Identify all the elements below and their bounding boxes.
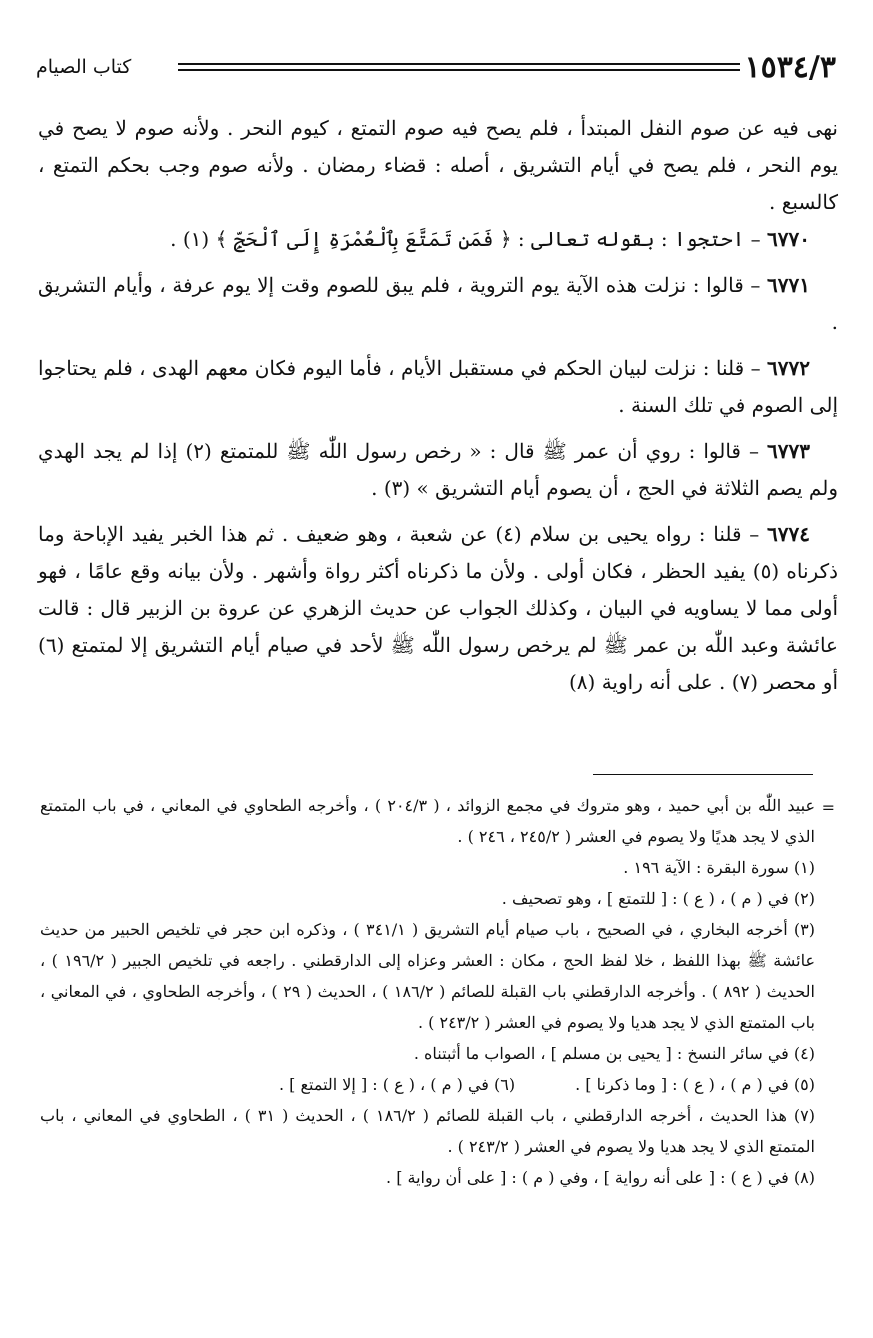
footnote-4: (٤) في سائر النسخ : [ يحيى بن مسلم ] ، الصواب ما أثبتناه . [413,1044,815,1063]
paragraph-6774 [38,516,838,701]
page-number: ١٥٣٤/٣ [744,50,836,85]
paragraph-text: – قلنا : رواه يحيى بن سلام (٤) عن شعبة ، وهو ضعيف . ثم هذا الخبر يفيد الإباحة وما ذكرناه (٥) يفيد الحظر ، فكان أولى . ولأن ما ذكرناه أكثر رواة وأشهر . ولأن بيانه وقع عامًا ، فهو أولى مما لا يساويه في البيان ، وكذلك الجواب عن حديث الزهري عن عروة بن الزبير قال : قالت عائشة وعبد اللّٰه بن عمر ﷺ لم يرخص رسول اللّٰه ﷺ لأحد في صيام أيام التشريق إلا لمتمتع (٦) أو محصر (٧) . على أنه راوية (٨) [38,522,839,694]
main-text [38,110,838,701]
header-rule [178,63,740,71]
footnote-8: (٨) في ( ع ) : [ على أنه رواية ] ، وفي ( م ) : [ على أن رواية ] . [386,1168,815,1187]
paragraph-text: – احتجوا : بقوله تعالى : ﴿ فَمَن تَمَتَّعَ بِٱلْعُمْرَةِ إِلَى ٱلْحَجِّ ﴾ (١) . [170,227,761,251]
page-header [36,48,836,92]
footnote-3: (٣) أخرجه البخاري ، في الصحيح ، باب صيام أيام التشريق ( ٣٤١/١ ) ، وذكره ابن حجر في تلخيص الحبير من حديث عائشة ﷺ بهذا اللفظ ، خلا لفظ الحج ، مكان : العشر وعزاه إلى الدارقطني . راجعه في تلخيص الجبير ( ١٩٦/٢ ) ، الحديث ( ٨٩٢ ) . وأخرجه الدارقطني باب القبلة للصائم ( ١٨٦/٢ ) ، الحديث ( ٢٩ ) ، وأخرجه الطحاوي ، في المعاني ، باب المتمتع الذي لا يجد هديا ولا يصوم في العشر ( ٢٤٣/٢ ) . [40,920,816,1032]
paragraph-number: ٦٧٧٢ [767,356,810,380]
paragraph-number: ٦٧٧٣ [767,439,810,463]
continuation-mark: = [821,798,835,817]
footnote-continuation: عبيد اللّٰه بن أبي حميد ، وهو متروك في مجمع الزوائد ، ( ٢٠٤/٣ ) ، وأخرجه الطحاوي في المعاني ، في باب المتمتع الذي لا يجد هديًا ولا يصوم في العشر ( ٢٤٥/٢ ، ٢٤٦ ) . [40,796,816,846]
paragraph-number: ٦٧٧٠ [767,227,810,251]
footnotes [40,790,815,1193]
footnote-7: (٧) هذا الحديث ، أخرجه الدارقطني ، باب القبلة للصائم ( ١٨٦/٢ ) ، الحديث ( ٣١ ) ، الطحاوي في المعاني ، باب المتمتع الذي لا يجد هديا ولا يصوم في العشر ( ٢٤٣/٢ ) . [40,1106,815,1156]
paragraph-6771 [38,267,838,341]
paragraph-6773 [38,433,838,507]
footnotes-5-6-row [40,1069,815,1100]
paragraph-text: – قالوا : نزلت هذه الآية يوم التروية ، فلم يبق للصوم وقت إلا يوم عرفة ، وأيام التشريق . [38,273,838,334]
footnote-1: (١) سورة البقرة : الآية ١٩٦ . [623,858,815,877]
paragraph-number: ٦٧٧١ [767,273,811,297]
footnote-5: (٥) في ( م ) ، ( ع ) : [ وما ذكرنا ] . [575,1075,815,1094]
paragraph-text: – قلنا : نزلت لبيان الحكم في مستقبل الأيام ، فأما اليوم فكان معهم الهدى ، فلم يحتاجوا إلى الصوم في تلك السنة . [38,356,838,417]
paragraph-6770 [38,221,838,258]
intro-paragraph: نهى فيه عن صوم النفل المبتدأ ، فلم يصح فيه صوم التمتع ، كيوم النحر . ولأنه صوم لا يصح في يوم النحر ، فلم يصح في أيام التشريق ، أصله : قضاء رمضان . ولأنه صوم وجب بحكم التمتع ، كالسبع . [38,116,838,214]
paragraph-number: ٦٧٧٤ [767,522,810,546]
paragraph-text: – قالوا : روي أن عمر ﷺ قال : « رخص رسول اللّٰه ﷺ للمتمتع (٢) إذا لم يجد الهدي ولم يصم الثلاثة في الحج ، أن يصوم أيام التشريق » (٣) . [38,439,838,500]
book-title: كتاب الصيام [36,56,132,78]
footnote-2: (٢) في ( م ) ، ( ع ) : [ للتمتع ] ، وهو تصحيف . [501,889,815,908]
footnote-6: (٦) في ( م ) ، ( ع ) : [ إلا التمتع ] . [278,1075,516,1094]
footnote-separator [593,774,813,775]
paragraph-6772 [38,350,838,424]
